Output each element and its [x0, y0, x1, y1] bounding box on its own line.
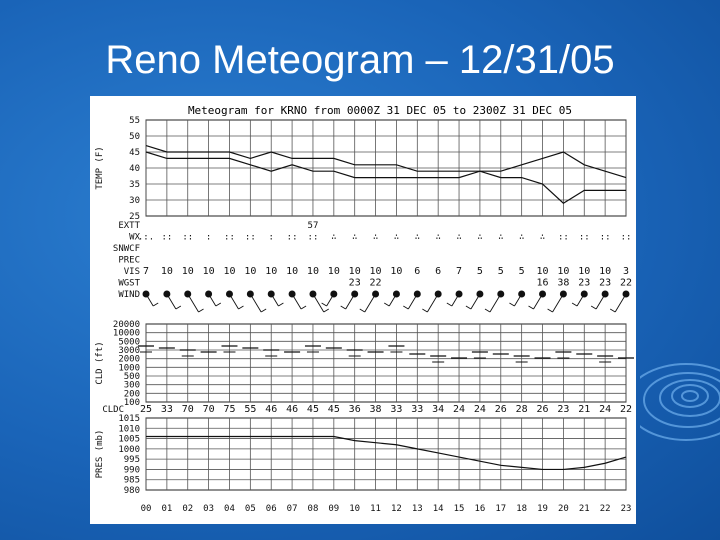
wind-barb: [427, 294, 438, 312]
wind-barb-flag: [360, 309, 365, 312]
visibility-value: 10: [286, 266, 299, 277]
visibility-value: 10: [181, 266, 194, 277]
wx-symbol: ∴: [477, 232, 483, 243]
visibility-value: 10: [265, 266, 278, 277]
visibility-value: 10: [202, 266, 215, 277]
cloud-tick-label: 200: [123, 389, 140, 400]
hour-tick-label: 09: [328, 504, 340, 514]
wx-symbol: ::: [307, 232, 319, 243]
visibility-value: 5: [518, 266, 525, 277]
wind-barb-flag: [610, 309, 615, 312]
wx-symbol: ∴: [498, 232, 504, 243]
wind-barb: [327, 294, 334, 306]
cloud-cover-value: 33: [160, 404, 173, 415]
cloud-cover-value: 22: [619, 404, 633, 415]
wind-barb-flag: [466, 306, 471, 309]
wind-barb: [596, 294, 605, 309]
wind-barb: [490, 294, 501, 312]
wind-barb: [167, 294, 176, 309]
hour-tick-label: 00: [140, 504, 152, 514]
hour-tick-label: 18: [516, 504, 528, 514]
wx-symbol: ::: [224, 232, 235, 243]
cloud-cover-value: 28: [515, 404, 528, 415]
hour-tick-label: 08: [307, 504, 319, 514]
visibility-value: 3: [622, 266, 630, 277]
hour-tick-label: 22: [599, 504, 611, 514]
slide-title: Reno Meteogram – 12/31/05: [105, 38, 615, 82]
cloud-cover-value: 24: [453, 404, 466, 415]
hour-tick-label: 12: [391, 504, 402, 514]
temp-tick-label: 40: [129, 164, 140, 174]
visibility-value: 10: [244, 266, 257, 277]
hour-tick-label: 07: [286, 504, 298, 514]
hour-tick-label: 16: [474, 504, 486, 514]
wind-barb-flag: [447, 303, 452, 306]
wind-barb: [534, 294, 543, 309]
wx-symbol: ::: [599, 232, 611, 243]
cloud-cover-value: 24: [599, 404, 612, 415]
wind-barb-flag: [153, 303, 158, 306]
wx-symbol: ::: [557, 232, 569, 243]
hour-tick-label: 17: [495, 504, 507, 514]
temp-tick-label: 50: [129, 132, 140, 142]
cloud-cover-value: 36: [348, 404, 361, 415]
hour-tick-label: 13: [411, 504, 423, 514]
hour-tick-label: 11: [370, 504, 381, 514]
pressure-tick-label: 980: [123, 486, 140, 496]
row-label: WIND: [118, 290, 140, 300]
cloud-axis-label: CLD (ft): [95, 341, 105, 385]
wx-symbol: ::: [578, 232, 590, 243]
extreme-temp-label: 57: [307, 221, 319, 231]
cloud-tick-label: 1000: [118, 363, 140, 374]
cloud-cover-value: 70: [181, 404, 194, 415]
wind-barb: [209, 294, 216, 306]
row-label: EXTT: [118, 221, 140, 231]
visibility-value: 5: [476, 266, 483, 277]
hour-tick-label: 23: [620, 504, 632, 514]
hour-tick-label: 06: [265, 504, 277, 514]
cloud-cover-value: 45: [327, 404, 340, 415]
visibility-value: 10: [348, 266, 361, 277]
wind-barb-flag: [278, 303, 283, 306]
pressure-tick-label: 1000: [118, 444, 140, 455]
wind-barb-flag: [176, 306, 181, 309]
wind-barb-flag: [384, 303, 389, 306]
visibility-value: 10: [599, 266, 612, 277]
wind-barb: [292, 294, 301, 309]
hour-tick-label: 04: [224, 504, 235, 514]
hour-tick-label: 20: [557, 504, 569, 514]
visibility-value: 10: [557, 266, 570, 277]
cloud-panel-frame: [146, 324, 626, 402]
temp-tick-label: 45: [129, 148, 140, 158]
cloud-tick-label: 10000: [112, 328, 140, 339]
dewpoint-line: [146, 152, 626, 203]
cloud-tick-label: 3000: [118, 346, 140, 356]
wx-symbol: .:.: [137, 232, 155, 243]
wind-barb: [146, 294, 153, 306]
wind-barb: [389, 294, 396, 306]
hour-tick-label: 10: [349, 504, 361, 514]
wind-barb: [408, 294, 417, 309]
wx-symbol: ∴: [518, 232, 525, 243]
pressure-line: [146, 437, 626, 470]
cloud-cover-value: 21: [578, 404, 591, 415]
wx-symbol: ∴: [393, 232, 400, 243]
row-label: WGST: [118, 278, 140, 289]
cloud-cover-label: CLDC: [102, 405, 124, 415]
wind-barb-flag: [324, 309, 329, 312]
wx-symbol: ::: [161, 232, 173, 243]
wx-symbol: ∴: [539, 232, 546, 243]
cloud-cover-value: 38: [369, 404, 382, 415]
visibility-value: 6: [435, 266, 442, 277]
pressure-tick-label: 1015: [118, 414, 140, 424]
wind-gust-value: 38: [557, 277, 570, 289]
wind-barb-flag: [403, 306, 408, 309]
pressure-tick-label: 985: [123, 475, 140, 486]
temp-tick-label: 25: [129, 212, 140, 222]
cloud-cover-value: 75: [223, 404, 236, 415]
wind-barb-flag: [238, 306, 243, 309]
wind-barb-flag: [572, 303, 577, 306]
cloud-tick-label: 20000: [112, 320, 140, 330]
wx-symbol: ∴: [435, 232, 441, 243]
visibility-value: 10: [390, 266, 403, 277]
chart-title: Meteogram for KRNO from 0000Z 31 DEC 05 to 2300Z 31 DEC 05: [187, 104, 573, 117]
cloud-cover-value: 34: [432, 404, 445, 415]
visibility-value: 10: [578, 266, 591, 277]
cloud-cover-value: 24: [473, 404, 486, 415]
hour-tick-label: 03: [203, 504, 215, 514]
wind-barb-flag: [591, 306, 596, 309]
wx-symbol: ∴: [414, 232, 421, 243]
temperature-line: [146, 146, 626, 178]
visibility-value: 6: [414, 266, 421, 277]
cloud-cover-value: 70: [202, 404, 215, 415]
visibility-value: 10: [223, 266, 236, 277]
cloud-cover-value: 25: [139, 404, 153, 415]
visibility-value: 10: [536, 266, 549, 277]
pressure-axis-label: PRES (mb): [95, 429, 105, 479]
cloud-tick-label: 5000: [118, 337, 140, 348]
pressure-tick-label: 1005: [118, 434, 140, 445]
wx-symbol: ∴: [372, 232, 379, 243]
wx-symbol: ∴: [351, 232, 358, 243]
cloud-tick-label: 100: [123, 398, 140, 408]
wx-symbol: ::: [286, 232, 298, 243]
wind-barb: [553, 294, 564, 312]
wind-barb-flag: [199, 309, 204, 312]
wind-barb-flag: [261, 309, 266, 312]
temp-axis-label: TEMP (F): [95, 146, 105, 190]
cloud-cover-value: 55: [244, 404, 257, 415]
wind-barb-flag: [301, 306, 306, 309]
wind-barb-flag: [529, 306, 534, 309]
ripple-decoration: [640, 360, 720, 480]
wind-barb-flag: [548, 309, 553, 312]
wind-barb-flag: [422, 309, 427, 312]
wind-barb: [346, 294, 355, 309]
hour-tick-label: 02: [182, 504, 194, 514]
wind-barb-flag: [485, 309, 490, 312]
cloud-cover-value: 23: [557, 404, 570, 415]
wind-barb: [471, 294, 480, 309]
temp-tick-label: 55: [129, 116, 140, 126]
wx-symbol: ::: [244, 232, 256, 243]
cloud-tick-label: 300: [123, 380, 140, 391]
cloud-tick-label: 500: [123, 372, 140, 382]
row-label: SNWCF: [112, 244, 140, 254]
cloud-cover-value: 26: [536, 404, 549, 415]
pressure-panel-frame: [146, 418, 626, 490]
row-label: VIS: [123, 267, 140, 277]
visibility-value: 10: [160, 266, 173, 277]
visibility-value: 10: [369, 266, 382, 277]
visibility-value: 10: [306, 266, 319, 277]
row-label: PREC: [118, 255, 140, 266]
temp-tick-label: 35: [129, 180, 140, 190]
wind-barb: [514, 294, 521, 306]
pressure-tick-label: 995: [123, 455, 140, 466]
wind-gust-value: 23: [578, 277, 591, 289]
cloud-cover-value: 46: [286, 404, 299, 415]
cloud-tick-label: 2000: [118, 354, 140, 365]
hour-tick-label: 15: [453, 504, 465, 514]
wind-gust-value: 23: [348, 277, 361, 289]
temp-tick-label: 30: [129, 196, 140, 206]
row-label: WX: [129, 232, 140, 243]
hour-tick-label: 21: [578, 504, 590, 514]
label-layer: [95, 116, 632, 514]
wind-gust-value: 22: [619, 277, 633, 289]
wind-barb: [229, 294, 238, 309]
hour-tick-label: 14: [432, 504, 444, 514]
wind-barb-flag: [509, 303, 514, 306]
cloud-cover-value: 45: [306, 404, 319, 415]
wind-gust-value: 23: [599, 277, 612, 289]
data-layer: [138, 146, 634, 470]
wx-symbol: ∴: [331, 232, 337, 243]
wind-gust-value: 22: [369, 277, 382, 289]
wind-barb-flag: [341, 306, 346, 309]
visibility-value: 10: [327, 266, 340, 277]
wx-symbol: ::: [620, 232, 632, 243]
wx-symbol: :: [268, 232, 274, 243]
cloud-cover-value: 46: [265, 404, 278, 415]
hour-tick-label: 01: [161, 504, 173, 514]
meteogram-panel: [90, 96, 636, 524]
wind-barb: [615, 294, 626, 312]
wind-barb: [365, 294, 376, 312]
cloud-cover-value: 33: [390, 404, 403, 415]
cloud-cover-value: 26: [494, 404, 507, 415]
wind-barb-flag: [322, 303, 327, 306]
pressure-tick-label: 990: [123, 465, 140, 476]
wind-barb-flag: [216, 303, 221, 306]
wind-barb: [577, 294, 584, 306]
wind-barb: [250, 294, 261, 312]
wind-barb: [188, 294, 199, 312]
wx-symbol: ∴: [456, 232, 462, 243]
hour-tick-label: 05: [244, 504, 256, 514]
meteogram-chart: [90, 96, 636, 524]
visibility-value: 7: [142, 266, 150, 277]
visibility-value: 5: [497, 266, 504, 277]
cloud-cover-value: 33: [411, 404, 424, 415]
hour-tick-label: 19: [537, 504, 548, 514]
wx-symbol: :: [205, 232, 212, 243]
pressure-tick-label: 1010: [118, 424, 140, 435]
visibility-value: 7: [456, 266, 463, 277]
wind-barb: [271, 294, 278, 306]
wind-gust-value: 16: [536, 277, 549, 289]
wx-symbol: ::: [182, 232, 194, 243]
wind-barb: [452, 294, 459, 306]
